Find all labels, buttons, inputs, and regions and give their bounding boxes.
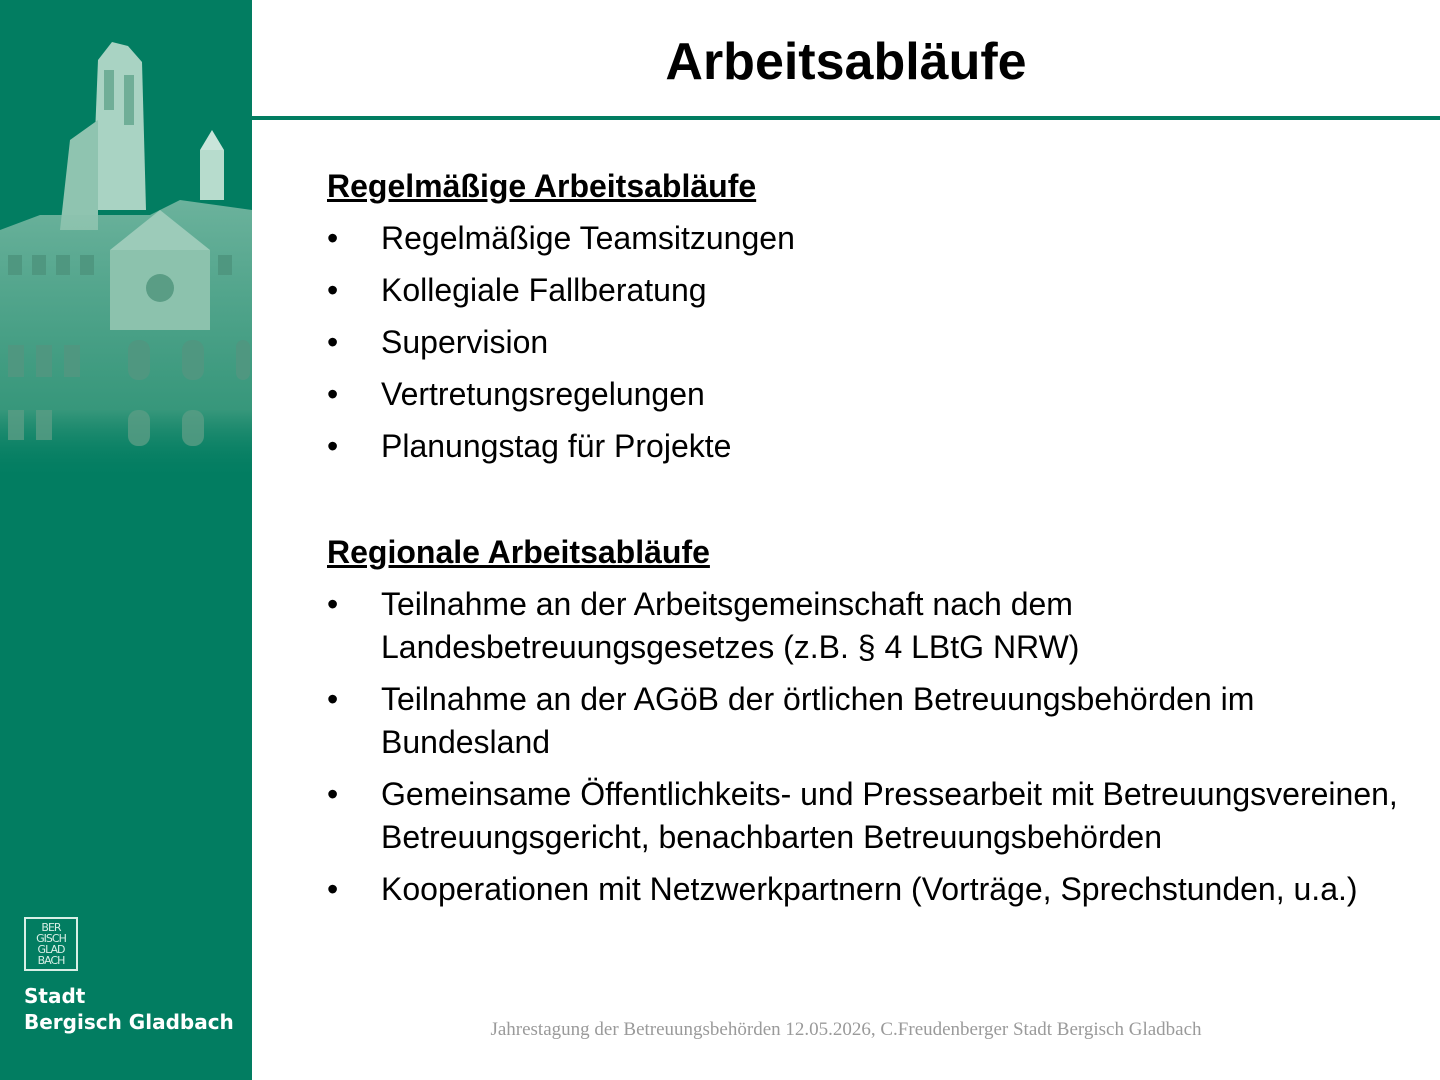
list-item: • Vertretungsregelungen (327, 373, 1407, 416)
bullet-icon: • (327, 776, 339, 812)
logo-line-stadt: Stadt (24, 984, 86, 1008)
bullet-icon: • (327, 681, 339, 717)
town-hall-photo (0, 0, 252, 480)
slide-footer: Jahrestagung der Betreuungsbehörden 12.05.2026, C.Freudenberger Stadt Bergisch Gladbach (490, 1019, 1202, 1040)
slide-content (327, 164, 1407, 911)
section-heading-regular: Regelmäßige Arbeitsabläufe (327, 168, 757, 204)
list-item: • Regelmäßige Teamsitzungen (327, 217, 1407, 260)
bullet-icon: • (327, 586, 339, 622)
title-divider (252, 116, 1440, 120)
list-item: • Kooperationen mit Netzwerkpartnern (Vorträge, Sprechstunden, u.a.) (327, 868, 1407, 911)
section-regular (327, 164, 1407, 468)
sidebar-band (0, 0, 252, 1080)
bullet-icon: • (327, 324, 339, 360)
bullet-icon: • (327, 376, 339, 412)
bullet-icon: • (327, 871, 339, 907)
bullet-icon: • (327, 272, 339, 308)
list-item: • Planungstag für Projekte (327, 425, 1407, 468)
city-logo-mark: BER GISCH GLAD BACH (24, 917, 78, 971)
list-item: • Kollegiale Fallberatung (327, 269, 1407, 312)
list-regional (327, 583, 1407, 911)
bullet-icon: • (327, 220, 339, 256)
logo-line-city: Bergisch Gladbach (24, 1010, 234, 1034)
slide-title: Arbeitsabläufe (665, 33, 1027, 91)
list-item: • Teilnahme an der AGöB der örtlichen Betreuungsbehörden im Bundesland (327, 678, 1407, 764)
section-heading-regional: Regionale Arbeitsabläufe (327, 534, 710, 570)
bullet-icon: • (327, 428, 339, 464)
list-item: • Teilnahme an der Arbeitsgemeinschaft nach dem Landesbetreuungsgesetzes (z.B. § 4 LBtG NRW) (327, 583, 1407, 669)
section-regional (327, 530, 1407, 911)
list-item: • Supervision (327, 321, 1407, 364)
city-logo-text (24, 983, 234, 1035)
list-regular (327, 217, 1407, 468)
list-item: • Gemeinsame Öffentlichkeits- und Pressearbeit mit Betreuungsvereinen, Betreuungsgericht, benachbarten Betreuungsbehörden (327, 773, 1407, 859)
